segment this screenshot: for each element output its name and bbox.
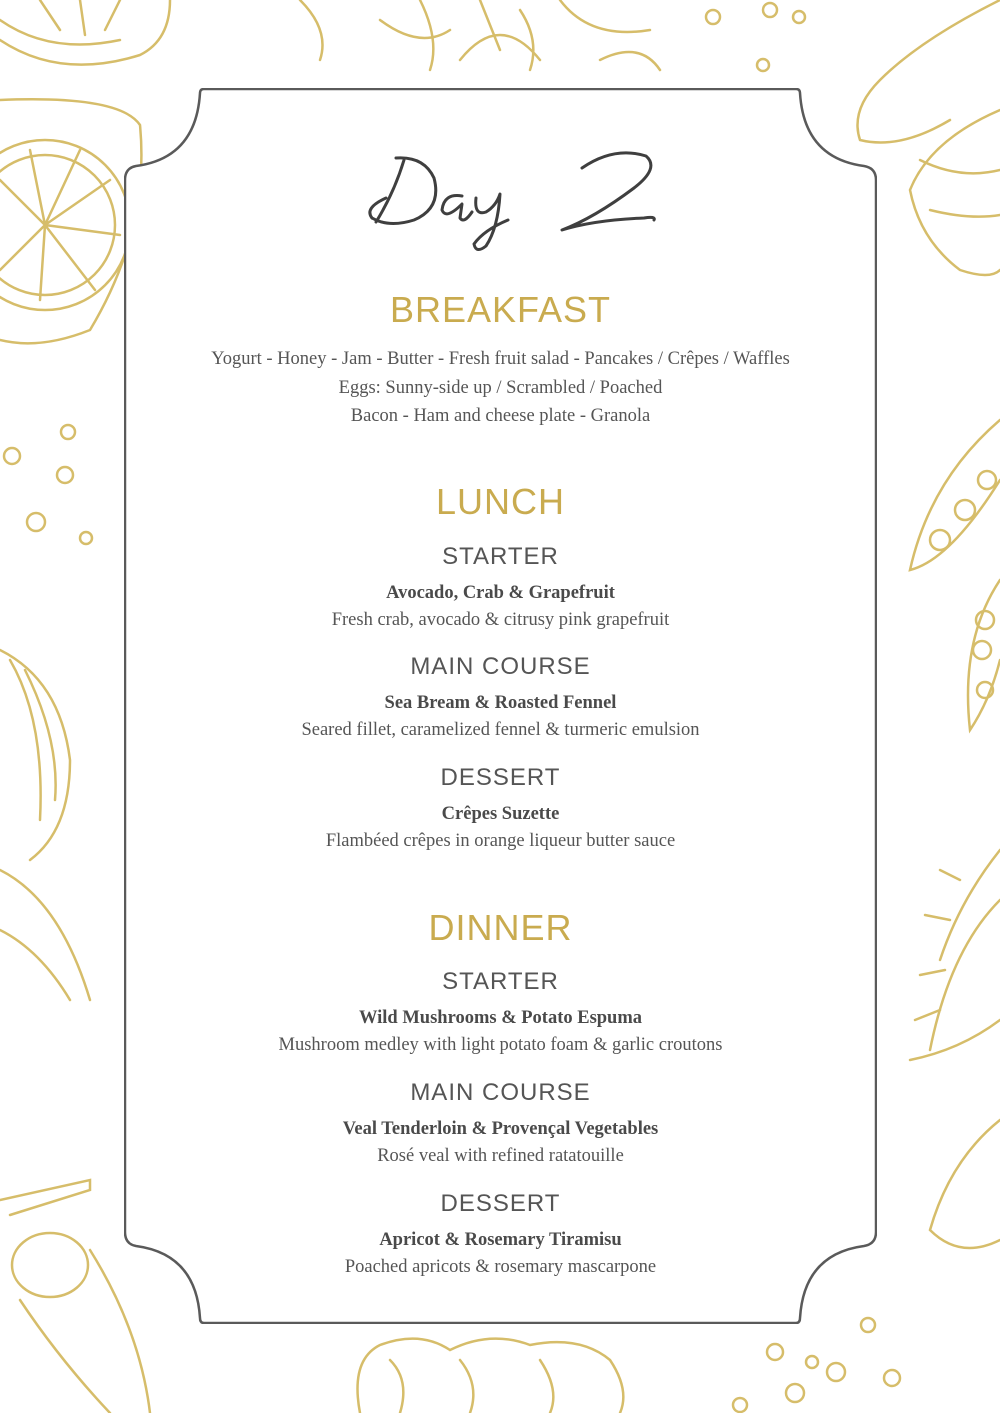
lunch-main-label: MAIN COURSE [410,653,591,680]
cauliflower-icon [358,1339,624,1413]
page-title [124,138,877,258]
breakfast-line: Eggs: Sunny-side up / Scrambled / Poached [338,378,663,398]
lunch-dessert-label: DESSERT [440,764,561,791]
dinner-dessert-label: DESSERT [440,1190,561,1217]
lunch-heading: LUNCH [435,481,565,522]
lunch-starter-desc: Fresh crab, avocado & citrusy pink grapefruit [331,610,670,630]
lunch-dessert-desc: Flambéed crêpes in orange liqueur butter sauce [325,831,676,851]
parsley-icon [910,850,1000,1248]
lunch-starter-dish: Avocado, Crab & Grapefruit [386,583,615,603]
dinner-main-dish: Veal Tenderloin & Provençal Vegetables [342,1119,659,1139]
peas-icon [4,425,92,544]
breakfast-line: Bacon - Ham and cheese plate - Granola [350,406,651,426]
lunch-starter-label: STARTER [442,543,559,570]
lunch-main-dish: Sea Bream & Roasted Fennel [384,693,617,713]
breakfast-heading: BREAKFAST [389,289,612,330]
lemon-slice-icon [0,0,170,65]
dinner-starter-dish: Wild Mushrooms & Potato Espuma [358,1008,643,1028]
dinner-starter-label: STARTER [442,968,559,995]
peas-bottom-icon [733,1318,900,1412]
fennel-icon [0,650,90,1000]
pea-pod-icon [910,420,1000,730]
lunch-dessert-dish: Crêpes Suzette [441,804,560,824]
peas-top-icon [706,3,805,71]
lunch-main-desc: Seared fillet, caramelized fennel & turmeric emulsion [301,720,700,740]
dinner-main-label: MAIN COURSE [410,1079,591,1106]
breakfast-line: Yogurt - Honey - Jam - Butter - Fresh fruit salad - Pancakes / Crêpes / Waffles [211,349,790,369]
dinner-starter-desc: Mushroom medley with light potato foam & garlic croutons [278,1035,723,1055]
artichoke-icon [858,0,1000,275]
dinner-dessert-desc: Poached apricots & rosemary mascarpone [344,1257,657,1277]
herbs-icon [300,0,660,70]
lemon-half-icon [0,99,141,343]
title-script [124,138,877,258]
dinner-main-desc: Rosé veal with refined ratatouille [377,1146,624,1166]
dinner-dessert-dish: Apricot & Rosemary Tiramisu [379,1230,622,1250]
dinner-heading: DINNER [428,907,573,948]
